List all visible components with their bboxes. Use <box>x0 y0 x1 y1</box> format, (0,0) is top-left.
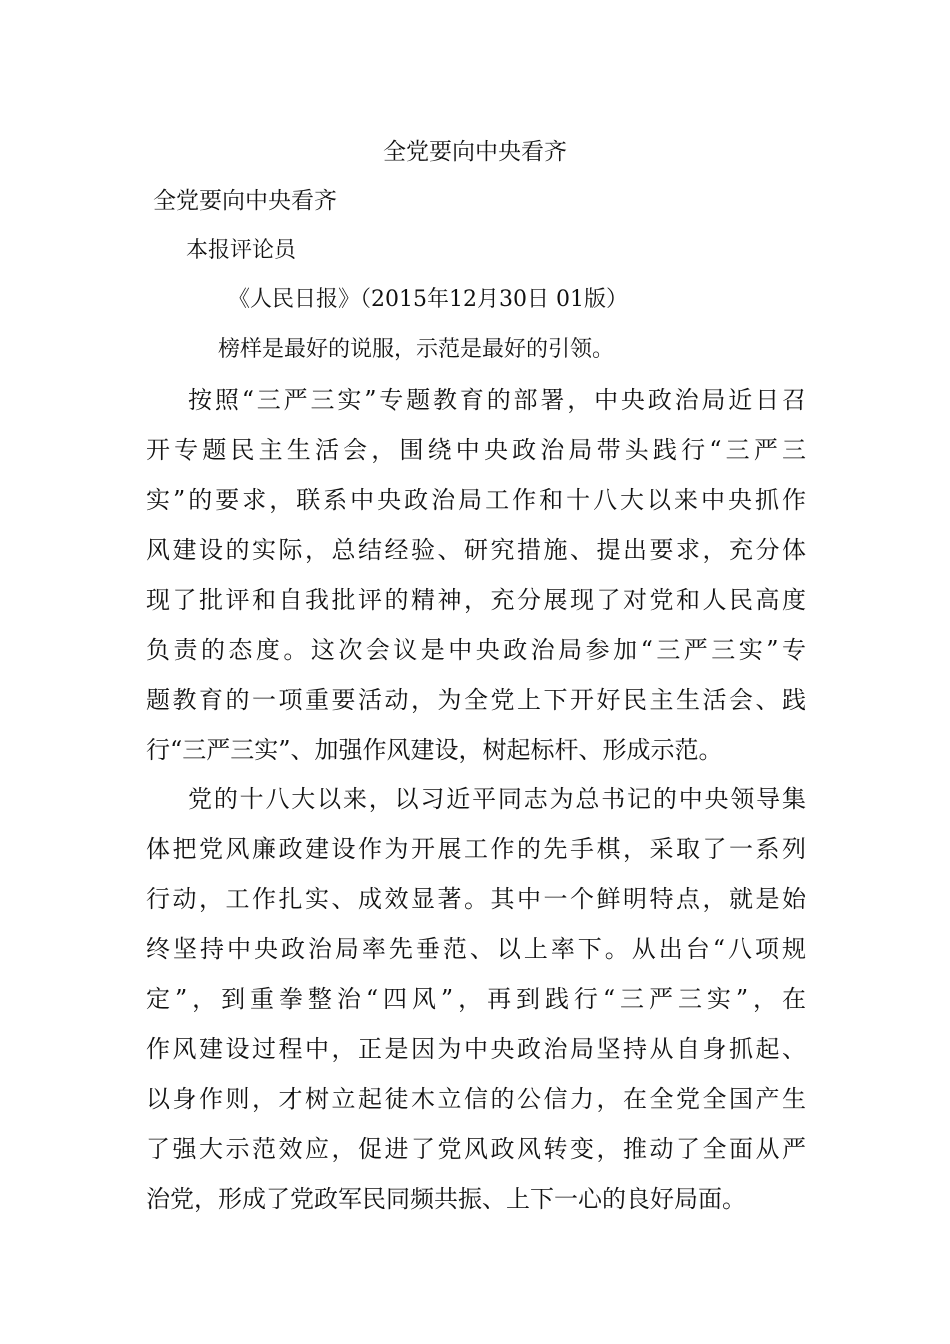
paragraph-2-line: 党的十八大以来，以习近平同志为总书记的中央领导集 <box>188 785 806 813</box>
article-source: 《人民日报》（2015年12月30日 01版） <box>228 287 628 312</box>
paragraph-2-line: 治党，形成了党政军民同频共振、上下一心的良好局面。 <box>146 1185 746 1213</box>
article-lead: 榜样是最好的说服，示范是最好的引领。 <box>218 337 615 362</box>
paragraph-1-line: 风建设的实际，总结经验、研究措施、提出要求，充分体 <box>146 536 806 564</box>
paragraph-2-line: 定”，到重拳整治“四风”，再到践行“三严三实”，在 <box>146 985 806 1013</box>
paragraph-1-line: 现了批评和自我批评的精神，充分展现了对党和人民高度 <box>146 586 806 614</box>
document-title: 全党要向中央看齐 <box>383 139 567 165</box>
paragraph-2-line: 作风建设过程中，正是因为中央政治局坚持从自身抓起、 <box>146 1035 806 1063</box>
paragraph-2-line: 了强大示范效应，促进了党风政风转变，推动了全面从严 <box>146 1135 806 1163</box>
paragraph-1-line: 题教育的一项重要活动，为全党上下开好民主生活会、践 <box>146 686 806 714</box>
paragraph-1-line: 负责的态度。这次会议是中央政治局参加“三严三实”专 <box>146 636 806 664</box>
paragraph-2-line: 体把党风廉政建设作为开展工作的先手棋，采取了一系列 <box>146 835 806 863</box>
paragraph-1-line: 开专题民主生活会，围绕中央政治局带头践行“三严三 <box>146 436 806 464</box>
paragraph-2-line: 终坚持中央政治局率先垂范、以上率下。从出台“八项规 <box>146 935 806 963</box>
paragraph-2-line: 行动，工作扎实、成效显著。其中一个鲜明特点，就是始 <box>146 885 806 913</box>
paragraph-1-line: 实”的要求，联系中央政治局工作和十八大以来中央抓作 <box>146 486 806 514</box>
article-title: 全党要向中央看齐 <box>153 188 337 214</box>
paragraph-2-line: 以身作则，才树立起徒木立信的公信力，在全党全国产生 <box>146 1085 806 1113</box>
paragraph-1-line: 行“三严三实”、加强作风建设，树起标杆、形成示范。 <box>146 736 723 764</box>
article-author: 本报评论员 <box>186 238 297 263</box>
paragraph-1-line: 按照“三严三实”专题教育的部署，中央政治局近日召 <box>188 386 806 414</box>
